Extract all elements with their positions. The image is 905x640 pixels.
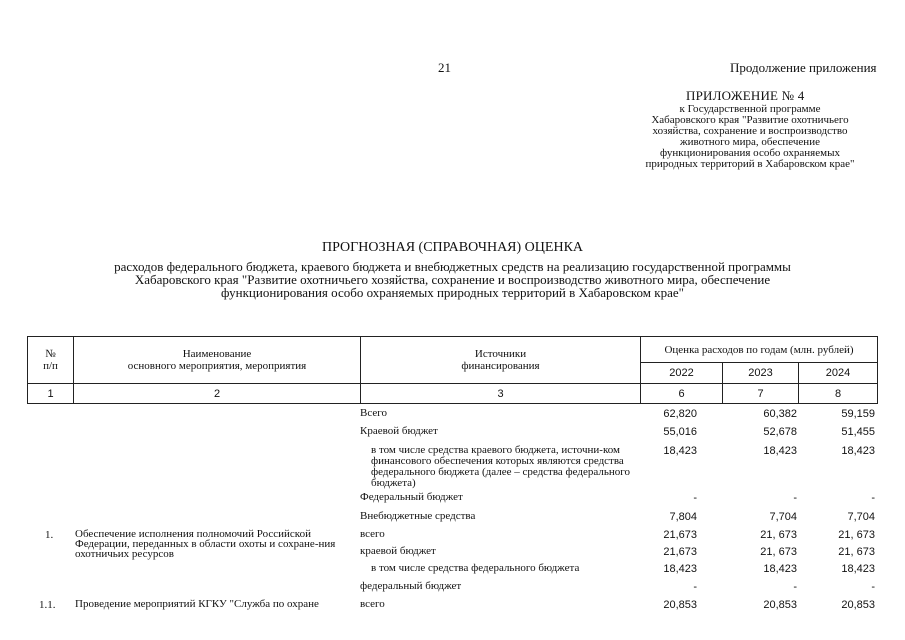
- value-2024: 21, 673: [838, 529, 875, 541]
- header-source: [361, 337, 641, 384]
- value-2024: 18,423: [841, 563, 875, 575]
- header-year: 2024: [799, 363, 878, 384]
- value-2024: 59,159: [841, 408, 875, 420]
- value-2024: 7,704: [847, 511, 875, 523]
- appendix-subtitle-line: животного мира, обеспечение: [680, 136, 820, 148]
- value-2022: 21,673: [663, 529, 697, 541]
- source-cell: в том числе средства федерального бюджета: [371, 562, 580, 574]
- document-subtitle-line: функционирования особо охраняемых природных территорий в Хабаровском крае": [221, 285, 684, 300]
- column-number: 6: [641, 384, 723, 404]
- value-2024: 21, 673: [838, 546, 875, 558]
- source-cell: Краевой бюджет: [360, 425, 438, 437]
- budget-table-header: [27, 336, 878, 404]
- value-2023: 21, 673: [760, 529, 797, 541]
- value-2023: -: [793, 492, 797, 504]
- appendix-subtitle-line: природных территорий в Хабаровском крае": [645, 158, 855, 170]
- header-name-line: Наименование: [182, 348, 252, 360]
- source-cell: Внебюджетные средства: [360, 510, 476, 522]
- header-name-line: основного мероприятия, мероприятия: [127, 360, 307, 372]
- measure-number: 1.1.: [39, 599, 56, 611]
- header-source-line: Источники: [474, 348, 527, 360]
- header-estimate: Оценка расходов по годам (млн. рублей): [641, 337, 878, 363]
- value-2023: 7,704: [769, 511, 797, 523]
- header-year: 2022: [641, 363, 723, 384]
- value-2022: 7,804: [669, 511, 697, 523]
- header-year: 2023: [723, 363, 799, 384]
- value-2022: 55,016: [663, 426, 697, 438]
- source-cell: федеральный бюджет: [360, 580, 462, 592]
- document-subtitle-line: Хабаровского края "Развитие охотничьего хозяйства, сохранение и воспроизводство животного мира, обеспечение: [134, 272, 771, 287]
- value-2023: 21, 673: [760, 546, 797, 558]
- value-2022: 62,820: [663, 408, 697, 420]
- column-number: 3: [361, 384, 641, 404]
- header-source-line: финансирования: [461, 360, 540, 372]
- value-2022: -: [693, 492, 697, 504]
- value-2024: 18,423: [841, 445, 875, 457]
- page-number: 21: [438, 60, 451, 75]
- source-cell: краевой бюджет: [360, 545, 436, 557]
- document-title: ПРОГНОЗНАЯ (СПРАВОЧНАЯ) ОЦЕНКА: [321, 240, 584, 255]
- document-subtitle-line: расходов федерального бюджета, краевого бюджета и внебюджетных средств на реализацию государственной программы: [114, 259, 791, 274]
- value-2023: -: [793, 581, 797, 593]
- document-subtitle: [60, 260, 845, 299]
- header-num: [28, 337, 74, 384]
- value-2024: 20,853: [841, 599, 875, 611]
- header-name: [74, 337, 361, 384]
- appendix-subtitle-line: к Государственной программе: [679, 103, 821, 115]
- appendix-subtitle-line: хозяйства, сохранение и воспроизводство: [652, 125, 848, 137]
- appendix-subtitle-line: функционирования особо охраняемых: [660, 147, 840, 159]
- budget-table-body: [27, 405, 877, 640]
- value-2022: 21,673: [663, 546, 697, 558]
- appendix-subtitle-line: Хабаровского края "Развитие охотничьего: [651, 114, 849, 126]
- source-cell: Всего: [360, 407, 387, 419]
- header-num-line: №: [45, 348, 56, 360]
- value-2023: 60,382: [763, 408, 797, 420]
- value-2023: 18,423: [763, 563, 797, 575]
- value-2023: 52,678: [763, 426, 797, 438]
- value-2024: 51,455: [841, 426, 875, 438]
- value-2022: 18,423: [663, 445, 697, 457]
- appendix-subtitle: [625, 104, 875, 170]
- continuation-note: Продолжение приложения: [730, 60, 877, 75]
- measure-number: 1.: [45, 529, 54, 541]
- column-number: 7: [723, 384, 799, 404]
- value-2023: 18,423: [763, 445, 797, 457]
- value-2022: 18,423: [663, 563, 697, 575]
- appendix-title: ПРИЛОЖЕНИЕ № 4: [686, 88, 805, 103]
- measure-name: Обеспечение исполнения полномочий Российской Федерации, переданных в области охоты и сохране-ния охотничьих ресурсов: [75, 528, 336, 560]
- column-number: 2: [74, 384, 361, 404]
- source-cell: в том числе средства краевого бюджета, источни-ком финансового обеспечения которых являются средства федерального бюджета (далее – средства федерального бюджета): [371, 444, 630, 489]
- source-cell: всего: [360, 528, 385, 540]
- column-number: 8: [799, 384, 878, 404]
- measure-name: Проведение мероприятий КГКУ "Служба по охране: [75, 598, 319, 610]
- value-2024: -: [871, 581, 875, 593]
- source-cell: всего: [360, 598, 385, 610]
- header-num-line: п/п: [43, 360, 58, 372]
- value-2022: 20,853: [663, 599, 697, 611]
- value-2024: -: [871, 492, 875, 504]
- source-cell: Федеральный бюджет: [360, 491, 463, 503]
- column-number: 1: [28, 384, 74, 404]
- value-2023: 20,853: [763, 599, 797, 611]
- value-2022: -: [693, 581, 697, 593]
